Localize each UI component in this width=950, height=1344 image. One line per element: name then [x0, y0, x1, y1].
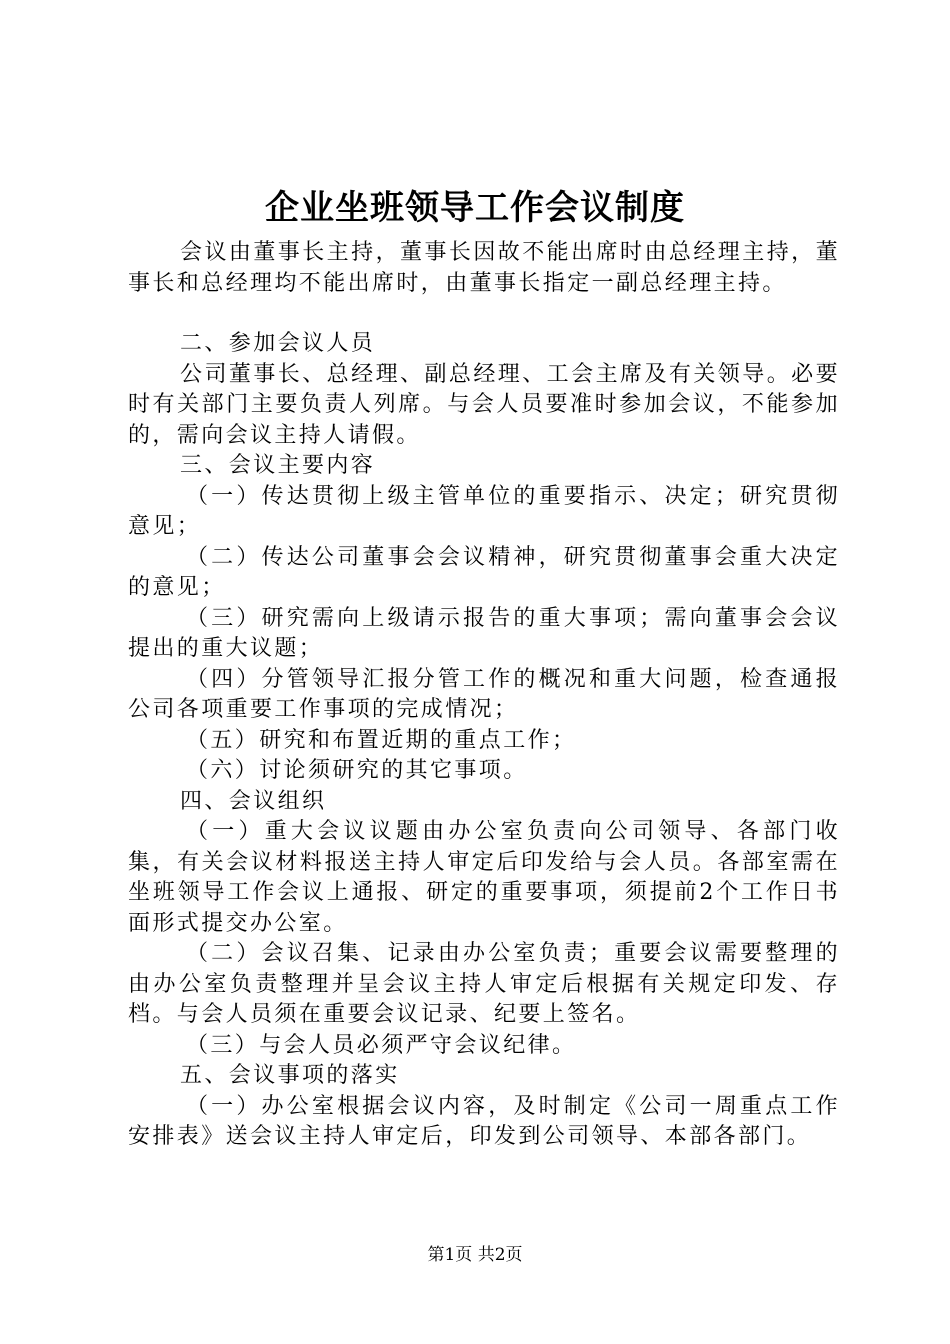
document-title: 企业坐班领导工作会议制度	[265, 188, 685, 228]
section-heading: 二、参加会议人员	[180, 331, 376, 356]
paragraph: （一）重大会议议题由办公室负责向公司领导、各部门收集，有关会议材料报送主持人审定后印发给与会人员。各部室需在坐班领导工作会议上通报、研定的重要事项，须提前2个工作日书面形式提交办公室。	[128, 819, 840, 936]
blank-line	[128, 299, 840, 329]
paragraph: （一）传达贯彻上级主管单位的重要指示、决定；研究贯彻意见；	[128, 483, 840, 539]
section-heading: 五、会议事项的落实	[180, 1063, 400, 1088]
paragraph: （六）讨论须研究的其它事项。	[186, 758, 528, 783]
paragraph: （二）传达公司董事会会议精神，研究贯彻董事会重大决定的意见；	[128, 544, 840, 600]
paragraph: （二）会议召集、记录由办公室负责；重要会议需要整理的由办公室负责整理并呈会议主持人审定后根据有关规定印发、存档。与会人员须在重要会议记录、纪要上签名。	[128, 941, 840, 1027]
paragraph: （一）办公室根据会议内容，及时制定《公司一周重点工作安排表》送会议主持人审定后，印发到公司领导、本部各部门。	[128, 1093, 840, 1149]
paragraph: 会议由董事长主持，董事长因故不能出席时由总经理主持，董事长和总经理均不能出席时，由董事长指定一副总经理主持。	[128, 240, 840, 296]
paragraph: （三）与会人员必须严守会议纪律。	[186, 1032, 577, 1058]
section-heading: 四、会议组织	[180, 788, 327, 814]
paragraph: 公司董事长、总经理、副总经理、工会主席及有关领导。必要时有关部门主要负责人列席。与会人员要准时参加会议，不能参加的，需向会议主持人请假。	[128, 361, 840, 448]
page-footer: 第1页 共2页	[427, 1245, 523, 1265]
paragraph: （三）研究需向上级请示报告的重大事项；需向董事会会议提出的重大议题；	[128, 605, 840, 661]
paragraph: （五）研究和布置近期的重点工作；	[186, 727, 577, 753]
section-heading: 三、会议主要内容	[180, 453, 376, 478]
document-body	[128, 238, 840, 1153]
paragraph: （四）分管领导汇报分管工作的概况和重大问题，检查通报公司各项重要工作事项的完成情况；	[128, 666, 840, 722]
